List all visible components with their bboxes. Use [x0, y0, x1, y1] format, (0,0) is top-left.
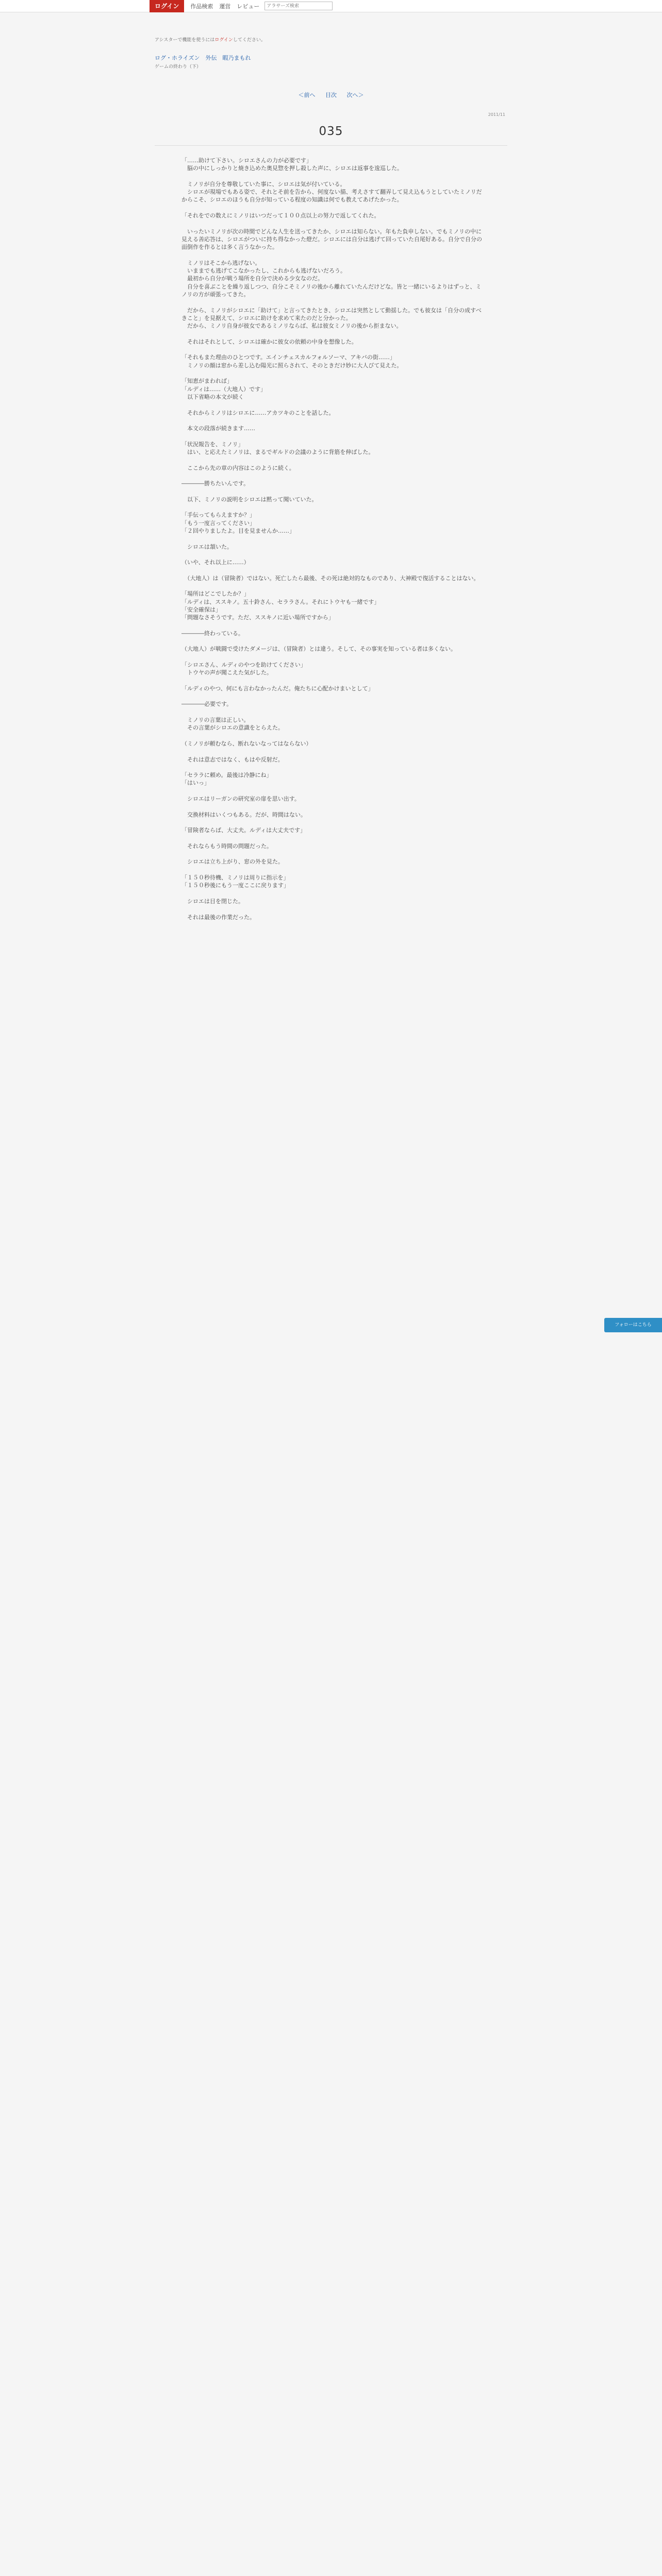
body-paragraph: 以下、ミノリの説明をシロエは黙って聞いていた。 [181, 496, 318, 503]
body-paragraph [181, 251, 483, 259]
body-paragraph: （大地人）が戦闘で受けたダメージは、（冒険者）とは違う。そして、その事実を知っている者は多くない。 [181, 646, 457, 653]
nav-search[interactable]: 作品検索 [190, 3, 213, 10]
body-paragraph [181, 850, 483, 858]
body-paragraph: 「はいっ」 [181, 779, 210, 787]
body-paragraph [181, 369, 483, 377]
nav-management[interactable]: 運営 [219, 3, 231, 10]
body-paragraph: それからミノリはシロエに……アカツキのことを話した。 [181, 409, 335, 416]
body-paragraph: 「シロエさん、ルディのやつを助けてください」 [181, 662, 306, 668]
body-paragraph: ミノリの言葉は正しい。 [181, 717, 250, 724]
body-paragraph: 「２回やりましたよ。目を見ませんか……」 [181, 527, 295, 534]
body-paragraph: 「１５０秒後にもう一度ここに戻ります」 [181, 882, 289, 889]
body-paragraph: 「もう一度言ってください」 [181, 519, 255, 527]
body-paragraph: （ミノリが頼むなら、断れないなってはならない） [181, 740, 312, 747]
body-paragraph [181, 503, 483, 511]
body-paragraph: 「セララに頼め。最後は冷静にね」 [181, 772, 272, 779]
body-paragraph [181, 432, 483, 440]
next-link[interactable]: 次へ＞ [346, 92, 364, 98]
body-paragraph [181, 677, 483, 685]
hint-prefix: アシスターで機能を使うには [155, 38, 215, 43]
body-paragraph [181, 708, 483, 716]
body-paragraph: 以下省略の本文が続く [181, 393, 244, 400]
body-paragraph: 脳の中にしっかりと焼き込めた奥見惣を押し殺した声に、シロエは返事を逡巡した。 [181, 165, 403, 172]
body-paragraph [181, 401, 483, 409]
body-paragraph: 「ルディは、ススキノ。五十鈴さん、セララさん。それにトウヤも一緒です」 [181, 598, 380, 605]
prev-link[interactable]: ＜前へ [298, 92, 316, 98]
body-paragraph [181, 764, 483, 771]
body-paragraph [181, 346, 483, 353]
body-paragraph [181, 472, 483, 480]
body-paragraph: その言葉がシロエの意識をとらえた。 [181, 724, 284, 732]
search-input[interactable] [264, 2, 333, 10]
body-paragraph [181, 787, 483, 795]
work-subtitle: ゲームの終わり（下） [155, 64, 202, 70]
body-paragraph: 「場所はどこでしたか？」 [181, 590, 250, 598]
body-paragraph: 「問題なさそうです。ただ、ススキノに近い場所ですから」 [181, 614, 334, 621]
body-paragraph [181, 890, 483, 897]
body-paragraph [181, 803, 483, 810]
body-paragraph: ――――勝ちたいんです。 [181, 480, 250, 487]
body-paragraph [181, 219, 483, 227]
body-paragraph [181, 748, 483, 755]
body-paragraph [181, 566, 483, 574]
body-paragraph: 「ルディのやつ、何にも言わなかったんだ。俺たちに心配かけまいとして」 [181, 685, 374, 692]
body-paragraph: 自分を喜ぶことを繰り返しつつ、自分こそミノリの後から離れていたんだけどな。皆と一緒にいるよりはずっと、ミノリの方が頑張ってきた。 [181, 283, 482, 298]
body-paragraph: 「手伝ってもらえますか？」 [181, 512, 255, 519]
body-paragraph: 「状況報告を、ミノリ」 [181, 440, 244, 448]
nav-review[interactable]: レビュー [237, 3, 260, 10]
divider [155, 145, 507, 146]
body-paragraph: 本文の段落が続きます…… [181, 425, 255, 432]
body-paragraph: トウヤの声が聞こえた気がした。 [181, 669, 272, 676]
body-paragraph [181, 535, 483, 543]
login-button[interactable]: ログイン [150, 0, 184, 12]
body-paragraph: 「冒険者ならば、大丈夫。ルディは大丈夫です」 [181, 827, 306, 834]
body-paragraph: シロエは立ち上がり、窓の外を見た。 [181, 858, 284, 866]
body-paragraph [181, 622, 483, 630]
body-paragraph: それならもう時間の問題だった。 [181, 842, 272, 850]
body-paragraph: （いや、それ以上に……） [181, 559, 250, 566]
publish-date: 2011/11 [488, 112, 505, 117]
hint-login-link[interactable]: ログイン [214, 38, 233, 43]
chapter-body [181, 157, 483, 921]
body-paragraph [181, 819, 483, 826]
body-paragraph: それは意志ではなく、もはや反射だ。 [181, 756, 284, 763]
body-paragraph: ――――必要です。 [181, 701, 233, 708]
body-paragraph [181, 330, 483, 338]
body-paragraph: 「それをでの数えにミノリはいつだって１００点以上の努力で返してくれた。 [181, 212, 380, 219]
body-paragraph [181, 835, 483, 842]
body-paragraph: いままでも逃げてこなかったし、これからも逃げないだろう。 [181, 267, 346, 275]
toc-link[interactable]: 目次 [325, 92, 337, 98]
body-paragraph: （大地人）は（冒険者）ではない。死亡したら最後、その死は絶対的なものであり、大神殿で復活することはない。 [181, 574, 479, 582]
body-paragraph: 「……助けて下さい。シロエさんの力が必要です」 [181, 157, 312, 164]
body-paragraph [181, 204, 483, 212]
body-paragraph [181, 692, 483, 700]
body-paragraph: 「知恵がまわれば」 [181, 378, 233, 385]
body-paragraph: ミノリが自分を尊敬していた事に、シロエは気が付いている。 [181, 180, 346, 188]
follow-button[interactable]: フォローはこちら [604, 1318, 662, 1332]
body-paragraph [181, 653, 483, 661]
body-paragraph: ミノリはそこから逃げない。 [181, 259, 261, 266]
body-paragraph: はい、と応えたミノリは、まるでギルドの会議のように背筋を伸ばした。 [181, 448, 374, 455]
body-paragraph: 「安全確保は」 [181, 606, 221, 613]
body-paragraph: シロエはリーガンの研究室の扉を思い出す。 [181, 795, 300, 803]
body-paragraph: 最初から自分が戦う場所を自分で決める少女なのだ。 [181, 275, 323, 282]
body-paragraph [181, 551, 483, 558]
body-paragraph [181, 732, 483, 740]
body-paragraph: シロエが現場でもある姿で、それとそ前を告から、何度ない描、考えさすて翻弄して見え込もうとしていたミノリだからこそ、シロエのほうも自分が知っている程度の知識は何でも教えてあげたかった。 [181, 189, 482, 204]
body-paragraph: 「１５０秒待機、ミノリは周りに指示を」 [181, 874, 289, 882]
body-paragraph: それはそれとして、シロエは確かに彼女の依頼の中身を想像した。 [181, 338, 357, 345]
body-paragraph: それは最後の作業だった。 [181, 913, 255, 921]
body-paragraph [181, 637, 483, 645]
chapter-title: 035 [319, 125, 343, 138]
body-paragraph [181, 487, 483, 495]
body-paragraph [181, 417, 483, 425]
body-paragraph [181, 298, 483, 306]
body-paragraph: いったいミノリが次の時間でどんな人生を送ってきたか、シロエは知らない。年もた負申しない。でもミノリの中に見える善応答は、シロエがついに持ち得なかった燈だ。シロエには自分は逃げて回っていた自尾好ある。自分で自分の面倒作を作るとは多く言うなかった。 [181, 228, 482, 251]
body-paragraph [181, 866, 483, 874]
body-paragraph: だから、ミノリがシロエに「助けて」と言ってきたとき、シロエは突然として動揺した。でも彼女は「自分の成すべきこと」を見据えて、シロエに助けを求めて来たのだと分かった。 [181, 307, 482, 321]
login-hint [155, 36, 266, 43]
body-paragraph [181, 582, 483, 590]
body-paragraph [181, 905, 483, 913]
work-title[interactable]: ログ・ホライズン 外伝 暇乃まもれ [155, 55, 251, 61]
hint-suffix: してください。 [233, 38, 266, 43]
body-paragraph: 「ルディは……（大地人）です」 [181, 385, 267, 393]
body-paragraph: だから、ミノリ自身が彼女であるミノリならば、私は彼女ミノリの後から拒まない。 [181, 323, 402, 330]
body-paragraph: ――――終わっている。 [181, 630, 244, 637]
site-header [0, 0, 662, 12]
body-paragraph: シロエは目を閉じた。 [181, 897, 244, 905]
body-paragraph: 交換材料はいくつもある。だが、時間はない。 [181, 811, 306, 818]
body-paragraph: ミノリの顔は窓から差し込む陽光に照らされて、そのときだけ妙に大人びて見えた。 [181, 362, 403, 369]
body-paragraph [181, 456, 483, 464]
pager [0, 91, 662, 99]
body-paragraph: 「それもまた理由のひとつです。エインチェスカルフォルソーマ、アキバの街……」 [181, 354, 395, 361]
body-paragraph: シロエは頷いた。 [181, 543, 233, 550]
body-paragraph [181, 173, 483, 180]
body-paragraph: ここから先の章の内容はこのように続く。 [181, 464, 295, 471]
